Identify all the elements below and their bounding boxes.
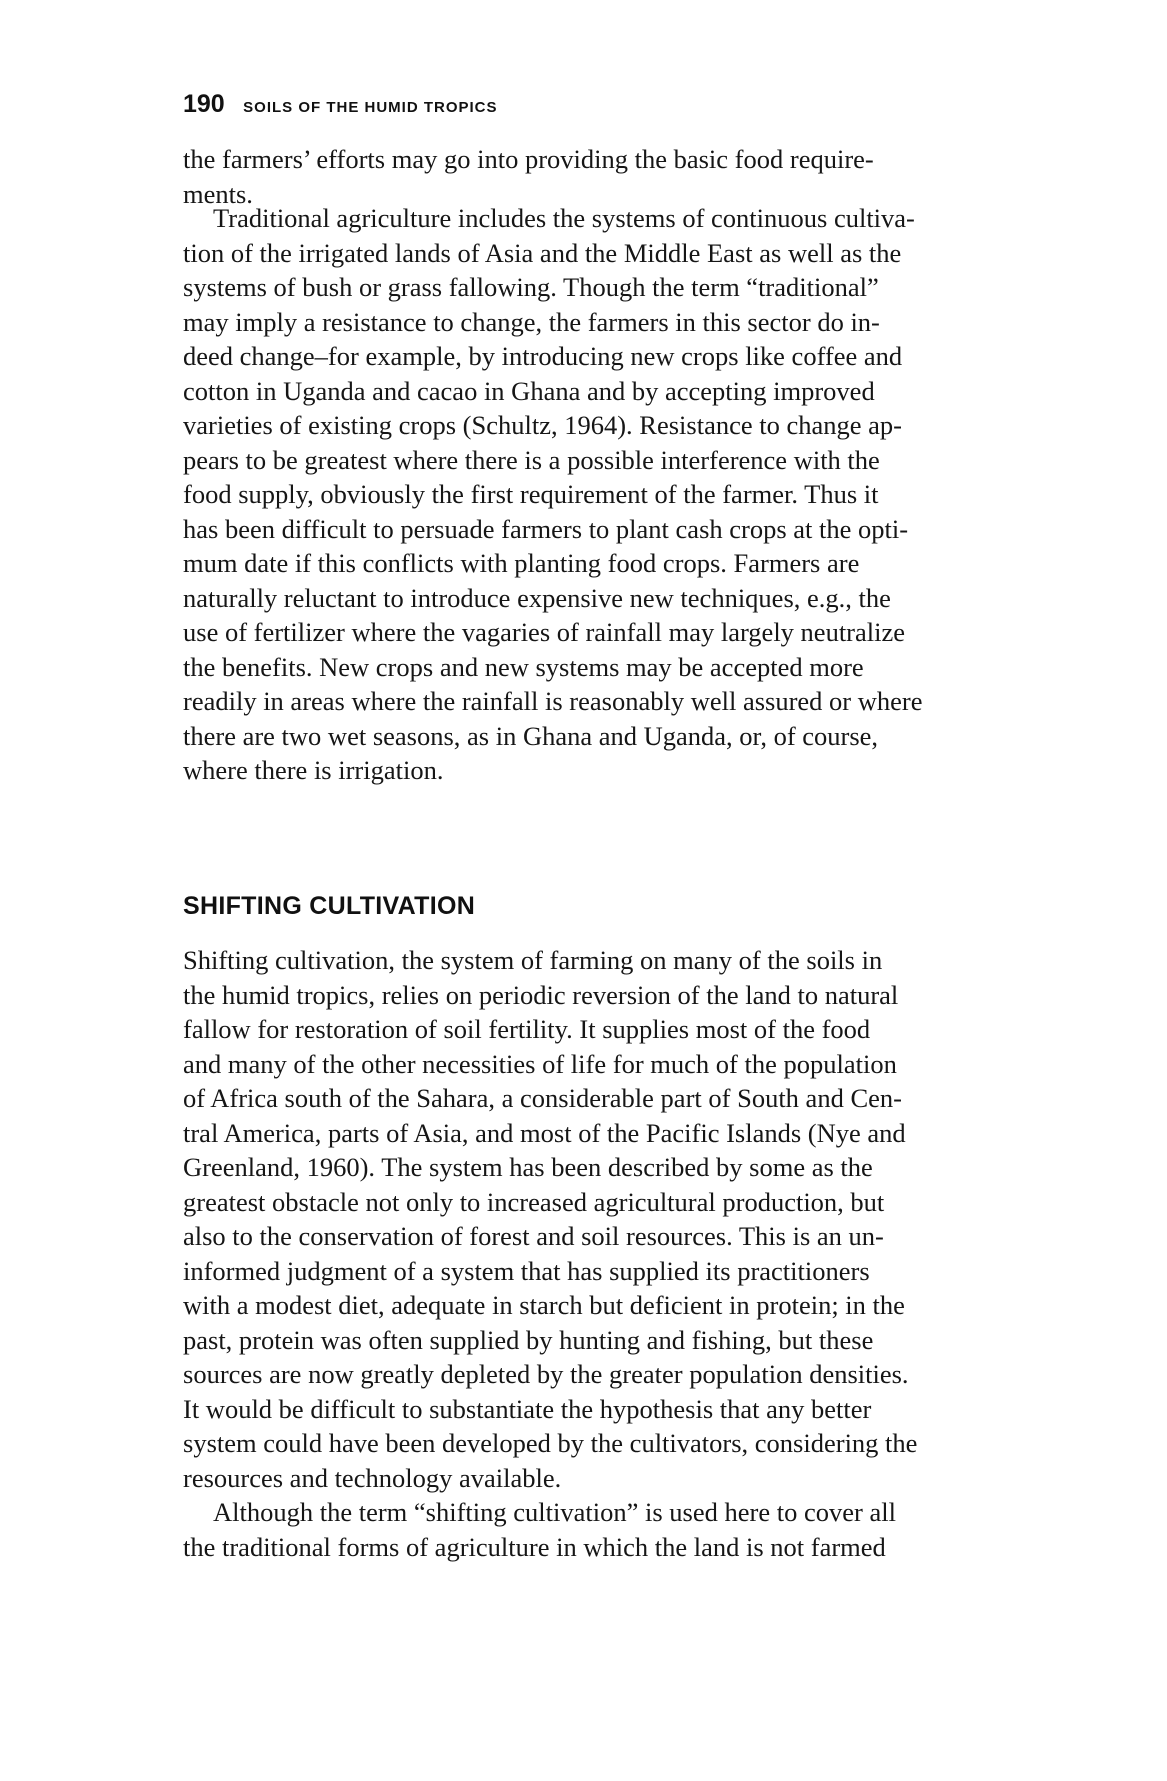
page-number: 190 — [183, 90, 225, 118]
text-line: tion of the irrigated lands of Asia and the Middle East as well as the — [183, 237, 902, 268]
text-line: greatest obstacle not only to increased agricultural production, but — [183, 1186, 885, 1217]
text-line: where there is irrigation. — [183, 755, 444, 785]
text-line: the humid tropics, relies on periodic reversion of the land to natural — [183, 979, 899, 1010]
text-line: Traditional agriculture includes the systems of continuous cultiva- — [213, 203, 915, 233]
text-line: also to the conservation of forest and soil resources. This is an un- — [183, 1221, 884, 1251]
text-line: the traditional forms of agriculture in which the land is not farmed — [183, 1531, 886, 1562]
text-line: may imply a resistance to change, the farmers in this sector do in- — [183, 306, 880, 337]
text-line: mum date if this conflicts with planting food crops. Farmers are — [183, 548, 860, 578]
text-line: varieties of existing crops (Schultz, 1964). Resistance to change ap- — [183, 410, 902, 440]
text-line: ments. — [183, 178, 253, 209]
text-line: food supply, obviously the first requirement of the farmer. Thus it — [183, 479, 879, 509]
text-line: deed change–for example, by introducing new crops like coffee and — [183, 341, 903, 371]
text-line: past, protein was often supplied by hunting and fishing, but these — [183, 1324, 874, 1355]
paragraph-shifting-cultivation — [183, 943, 1063, 1495]
text-line: It would be difficult to substantiate the hypothesis that any better — [183, 1393, 872, 1424]
text-line: Shifting cultivation, the system of farming on many of the soils in — [183, 945, 883, 975]
text-line: there are two wet seasons, as in Ghana and Uganda, or, of course, — [183, 720, 879, 751]
text-line: fallow for restoration of soil fertility. It supplies most of the food — [183, 1014, 871, 1044]
text-line: naturally reluctant to introduce expensive new techniques, e.g., the — [183, 582, 891, 613]
text-line: sources are now greatly depleted by the greater population densities. — [183, 1359, 909, 1389]
text-line: pears to be greatest where there is a possible interference with the — [183, 444, 880, 475]
text-line: system could have been developed by the cultivators, considering the — [183, 1428, 918, 1458]
text-line: the benefits. New crops and new systems may be accepted more — [183, 651, 864, 682]
text-line: the farmers’ efforts may go into providing the basic food require- — [183, 144, 874, 174]
text-line: Greenland, 1960). The system has been described by some as the — [183, 1152, 873, 1182]
text-line: of Africa south of the Sahara, a considerable part of South and Cen- — [183, 1083, 902, 1113]
text-line: systems of bush or grass fallowing. Though the term “traditional” — [183, 272, 879, 302]
text-line: use of fertilizer where the vagaries of rainfall may largely neutralize — [183, 617, 906, 647]
paragraph-shifting-cultivation-term — [183, 1495, 1063, 1564]
text-line: cotton in Uganda and cacao in Ghana and by accepting improved — [183, 375, 875, 406]
text-line: tral America, parts of Asia, and most of the Pacific Islands (Nye and — [183, 1117, 906, 1148]
text-line: informed judgment of a system that has supplied its practitioners — [183, 1255, 870, 1286]
text-line: has been difficult to persuade farmers to plant cash crops at the opti- — [183, 513, 909, 544]
running-title: SOILS OF THE HUMID TROPICS — [243, 99, 498, 116]
paragraph-traditional-agriculture — [183, 201, 1063, 788]
running-head — [183, 90, 1063, 119]
section-heading: SHIFTING CULTIVATION — [183, 892, 476, 920]
text-line: and many of the other necessities of life for much of the population — [183, 1048, 897, 1079]
text-line: Although the term “shifting cultivation” is used here to cover all — [213, 1497, 896, 1527]
text-line: resources and technology available. — [183, 1462, 562, 1493]
text-line: with a modest diet, adequate in starch but deficient in protein; in the — [183, 1290, 905, 1320]
text-line: readily in areas where the rainfall is reasonably well assured or where — [183, 686, 923, 716]
